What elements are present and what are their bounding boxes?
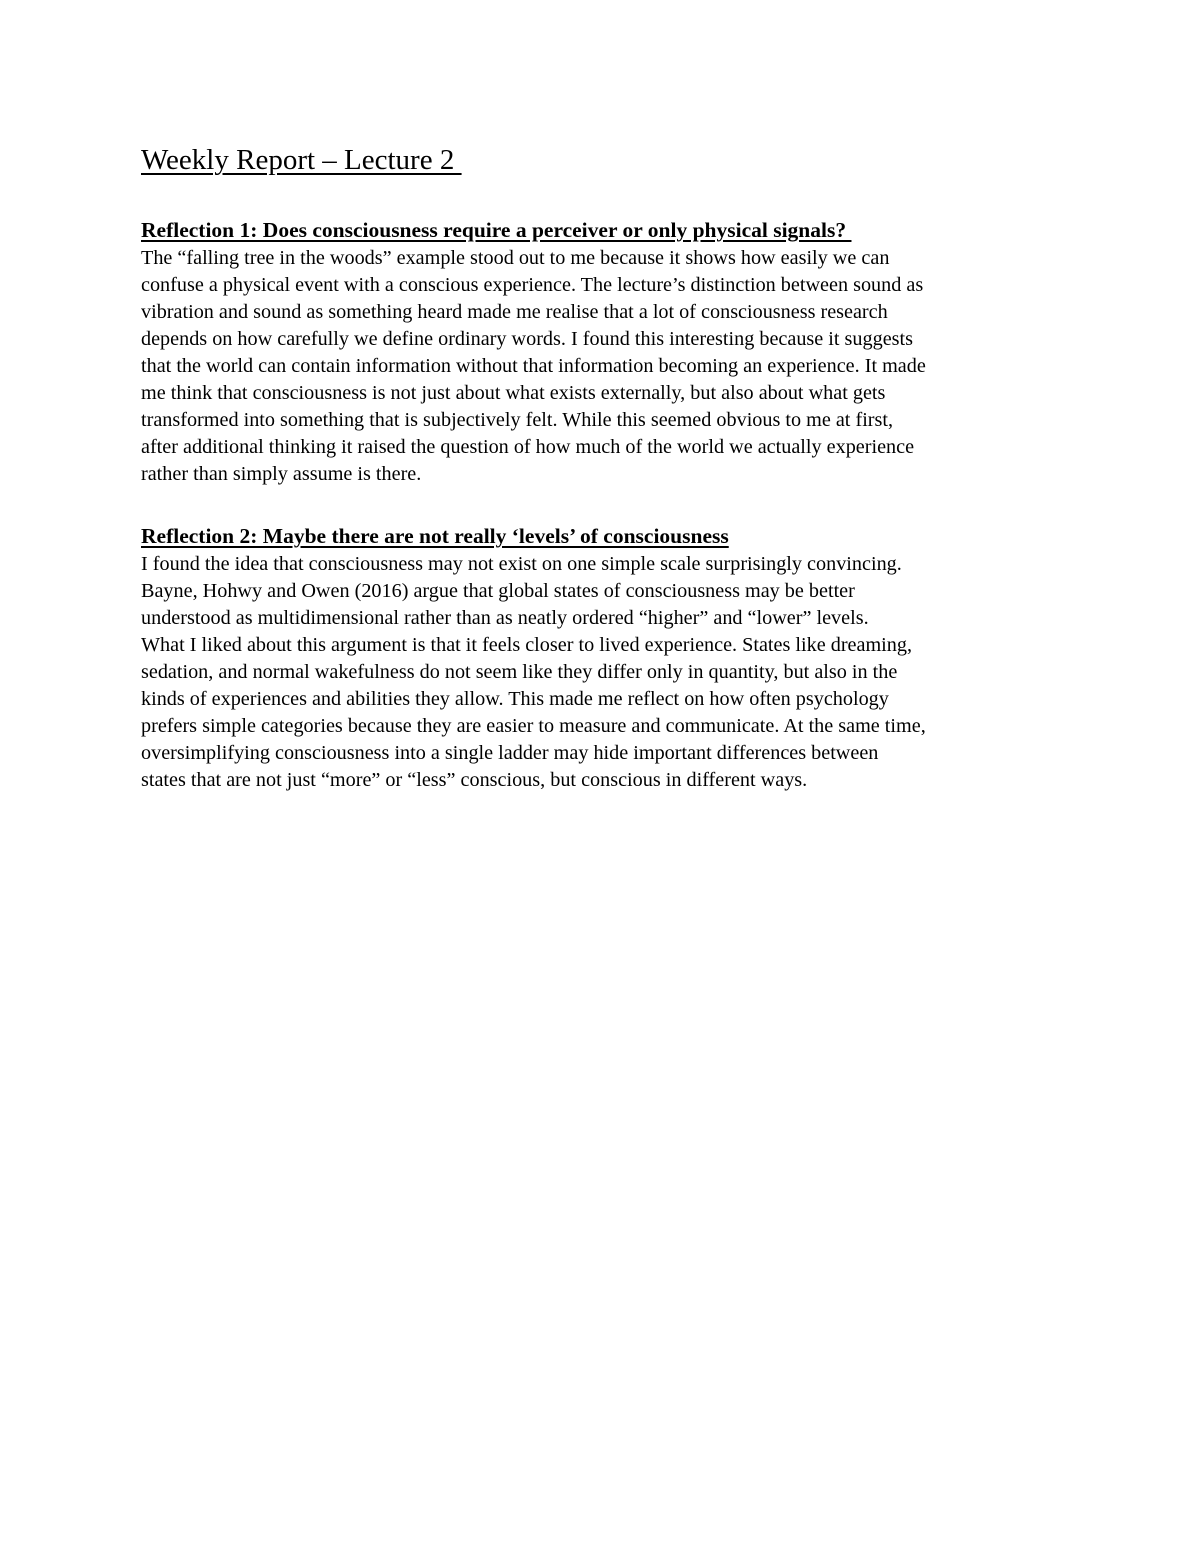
body-line: sedation, and normal wakefulness do not seem like they differ only in quantity, but also in the xyxy=(141,661,898,683)
body-line: vibration and sound as something heard made me realise that a lot of consciousness research xyxy=(141,301,888,323)
reflection-1-body xyxy=(141,245,1071,488)
body-line: states that are not just “more” or “less” conscious, but conscious in different ways. xyxy=(141,769,808,791)
reflection-section-2 xyxy=(141,522,1071,794)
body-line: depends on how carefully we define ordinary words. I found this interesting because it suggests xyxy=(141,328,913,350)
body-line: kinds of experiences and abilities they allow. This made me reflect on how often psychology xyxy=(141,688,889,710)
body-line: me think that consciousness is not just about what exists externally, but also about what gets xyxy=(141,382,886,404)
body-line: I found the idea that consciousness may not exist on one simple scale surprisingly convincing. xyxy=(141,553,902,575)
body-line: confuse a physical event with a conscious experience. The lecture’s distinction between sound as xyxy=(141,274,924,296)
body-line: What I liked about this argument is that it feels closer to lived experience. States like dreaming, xyxy=(141,634,913,656)
reflection-1-heading: Reflection 1: Does consciousness require a perceiver or only physical signals? xyxy=(141,218,852,242)
body-line: rather than simply assume is there. xyxy=(141,463,422,485)
body-line: after additional thinking it raised the question of how much of the world we actually experience xyxy=(141,436,915,458)
body-line: prefers simple categories because they are easier to measure and communicate. At the same time, xyxy=(141,715,926,737)
document-title: Weekly Report – Lecture 2 xyxy=(141,144,462,176)
body-line: Bayne, Hohwy and Owen (2016) argue that global states of consciousness may be better xyxy=(141,580,855,602)
body-line: understood as multidimensional rather than as neatly ordered “higher” and “lower” levels. xyxy=(141,607,869,629)
body-line: transformed into something that is subjectively felt. While this seemed obvious to me at first, xyxy=(141,409,894,431)
reflection-2-heading: Reflection 2: Maybe there are not really ‘levels’ of consciousness xyxy=(141,524,729,548)
reflection-2-body xyxy=(141,551,1071,794)
body-line: The “falling tree in the woods” example stood out to me because it shows how easily we can xyxy=(141,247,890,269)
reflection-section-1 xyxy=(141,216,1071,488)
body-line: oversimplifying consciousness into a single ladder may hide important differences between xyxy=(141,742,879,764)
body-line: that the world can contain information without that information becoming an experience. It made xyxy=(141,355,926,377)
